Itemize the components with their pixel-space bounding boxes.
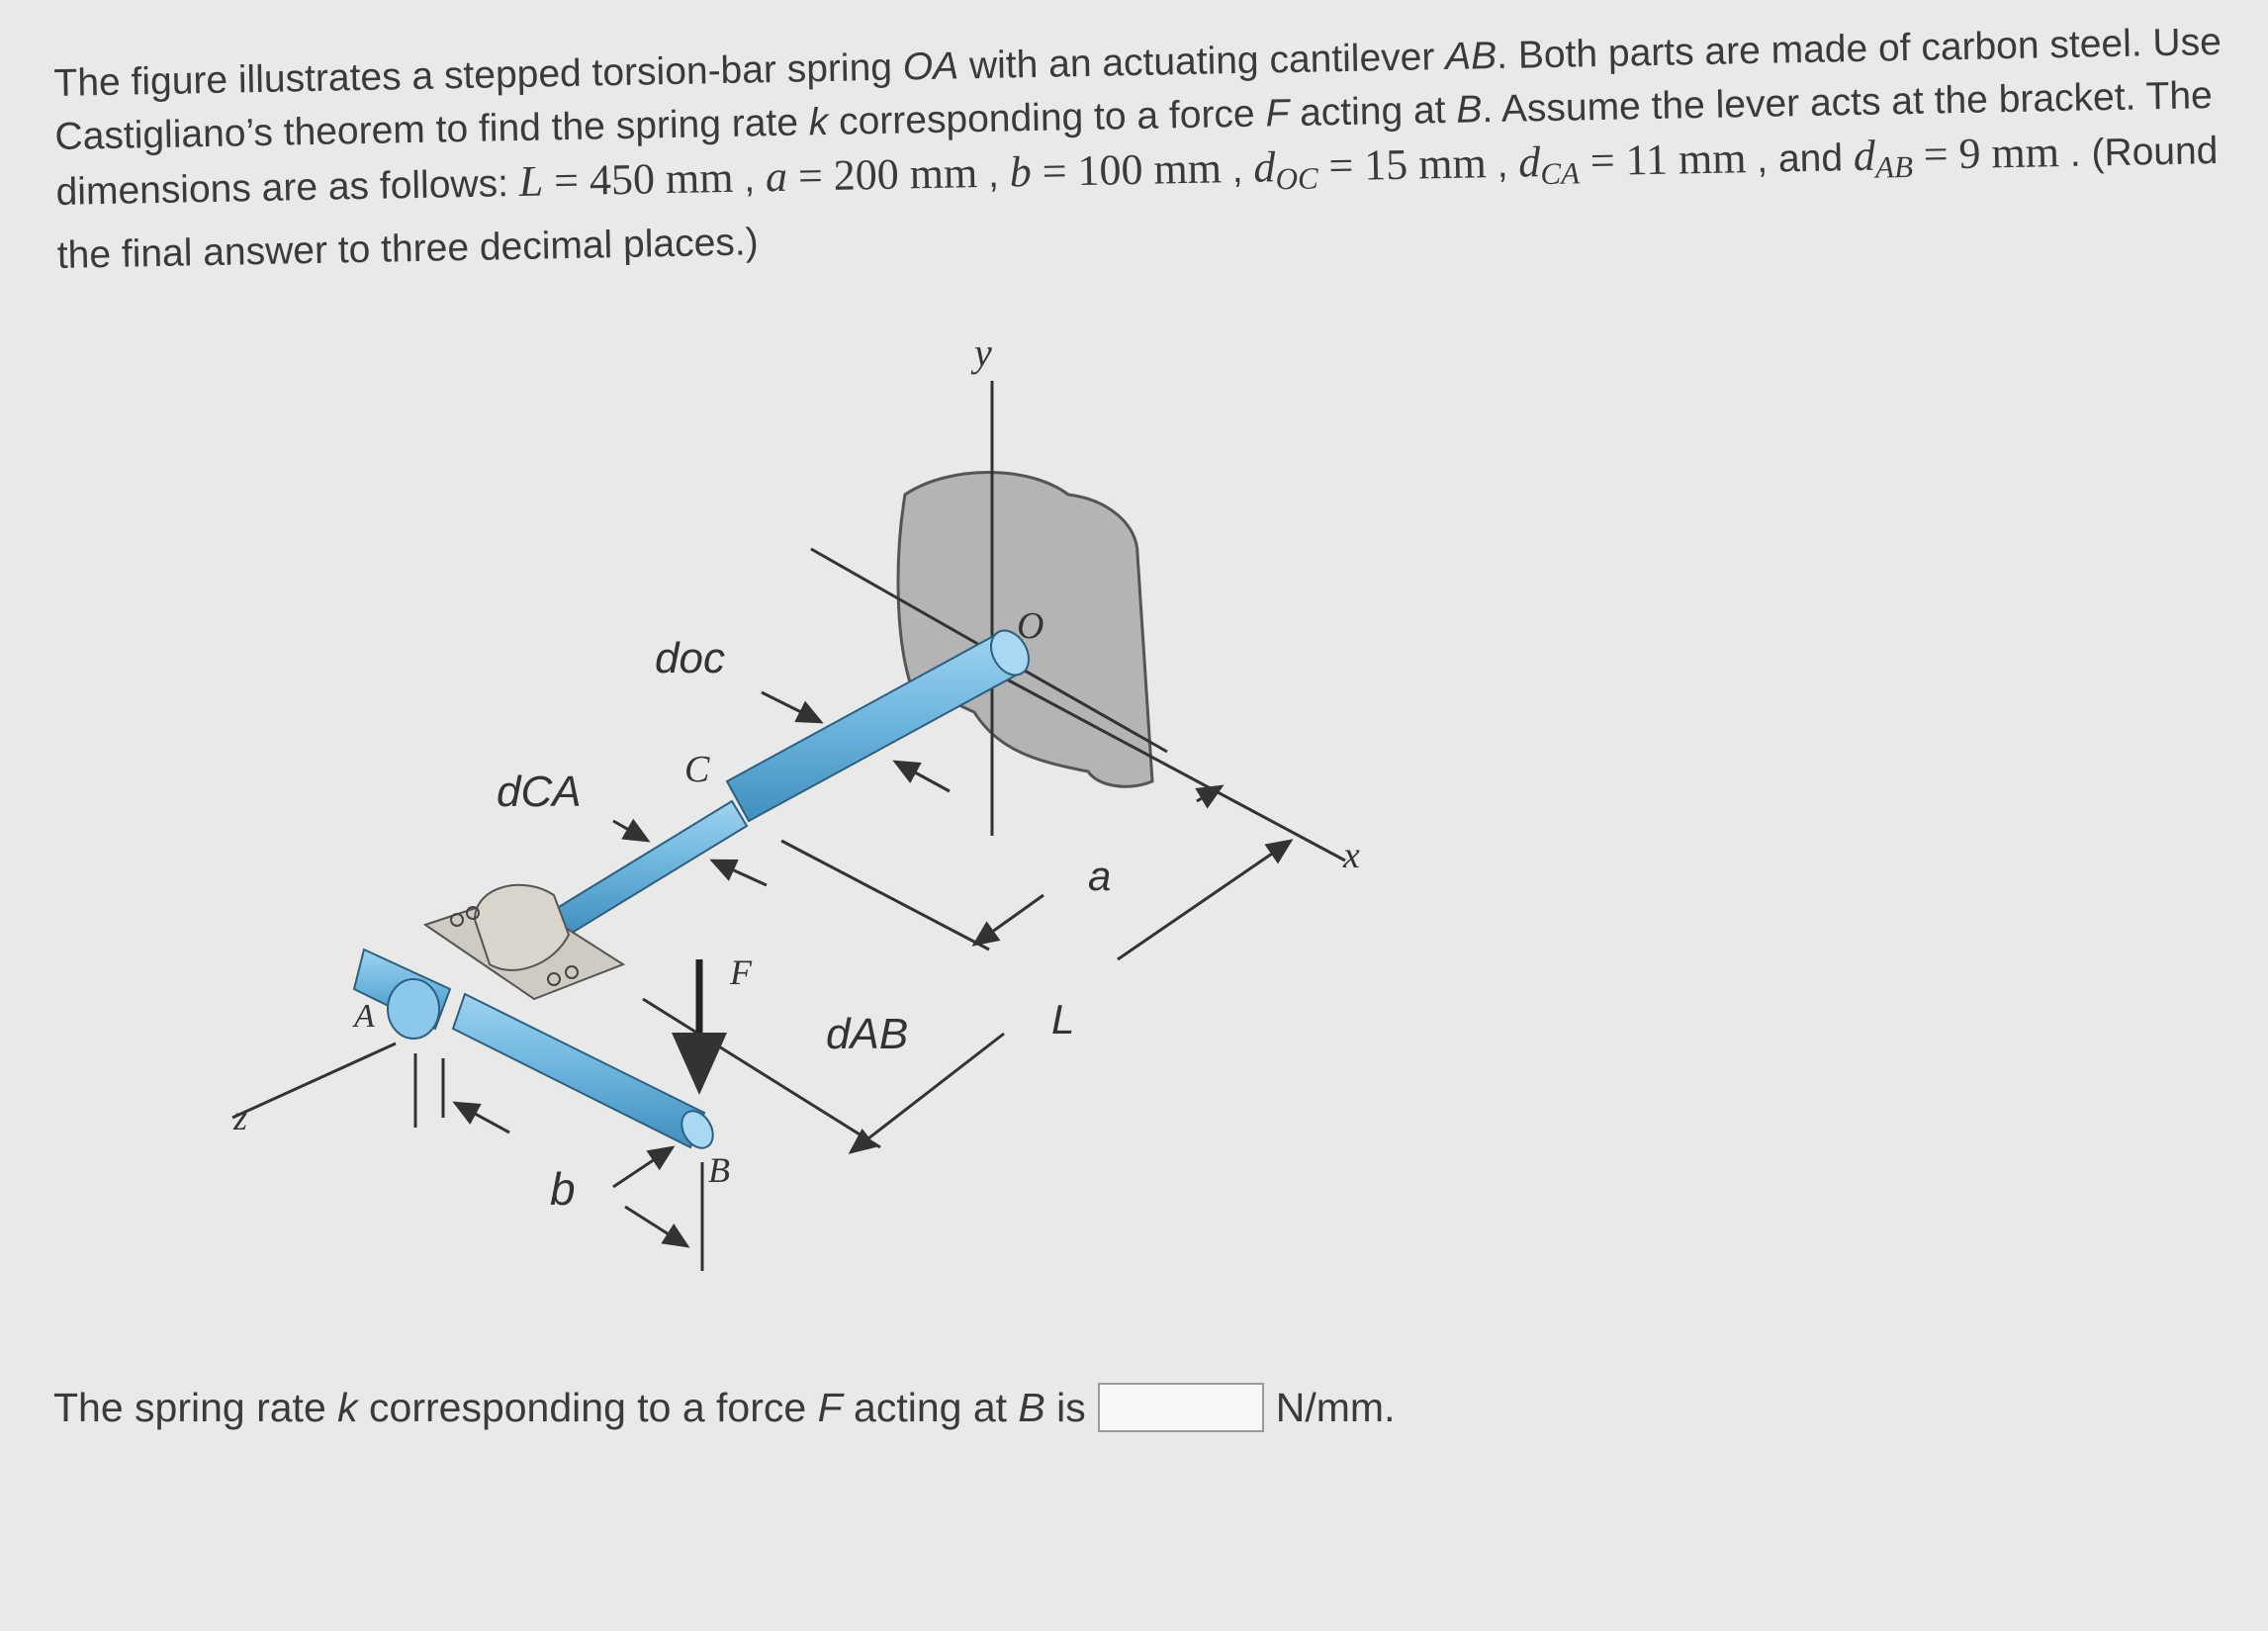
label-f: F <box>730 952 752 992</box>
answer-text: corresponding to a force <box>357 1384 818 1430</box>
separator: , <box>976 152 1011 197</box>
answer-var-f: F <box>817 1384 843 1430</box>
separator: , <box>1486 142 1519 187</box>
answer-text: is <box>1044 1384 1086 1430</box>
label-z: z <box>233 1098 248 1137</box>
answer-text: The spring rate <box>53 1384 338 1430</box>
text-segment: corresponding to a force <box>827 92 1266 143</box>
answer-var-k: k <box>337 1384 358 1430</box>
part-oa-label: OA <box>902 45 959 89</box>
dim-dab-symbol <box>1853 131 1914 185</box>
problem-statement <box>53 16 2233 283</box>
rounding-instruction: . (Round the final answer to three decimal places.) <box>56 130 2219 277</box>
separator: , <box>733 157 767 201</box>
d-symbol: d <box>1517 137 1541 187</box>
var-f: F <box>1265 92 1290 136</box>
dim-a-symbol: a <box>765 151 788 202</box>
answer-text: acting at <box>842 1384 1019 1430</box>
label-doc: doc <box>655 634 725 682</box>
dim-b-symbol: b <box>1009 147 1033 197</box>
point-b-label: B <box>1455 88 1483 132</box>
text-segment: The figure illustrates a stepped torsion-bar spring <box>53 45 904 105</box>
answer-point-b: B <box>1018 1384 1045 1430</box>
torsion-bar-ca <box>554 801 747 935</box>
d-symbol: d <box>1252 142 1276 192</box>
doc-subscript: OC <box>1275 160 1319 197</box>
text-segment: . Assume the lever acts at the bracket. The dimensions are as follows: <box>55 74 2214 214</box>
dim-l-value: = 450 mm <box>542 152 734 206</box>
answer-row <box>53 1383 1395 1432</box>
label-dim-b: b <box>550 1163 576 1215</box>
dim-doc-value: = 15 mm <box>1317 138 1488 191</box>
cantilever-ab <box>453 994 719 1153</box>
part-ab-label: AB <box>1444 34 1497 78</box>
and-text: , and <box>1746 136 1855 182</box>
separator: , <box>1221 147 1254 192</box>
label-dca: dCA <box>497 768 582 816</box>
y-axis-label: y <box>974 330 992 375</box>
dim-l-symbol: L <box>518 156 544 206</box>
dim-b-value: = 100 mm <box>1031 143 1223 197</box>
label-b-point: B <box>708 1150 730 1190</box>
dca-subscript: CA <box>1540 155 1581 192</box>
torsion-bar-figure <box>198 317 1444 1306</box>
text-segment: with an actuating cantilever <box>957 35 1446 88</box>
var-k: k <box>808 100 829 144</box>
label-c: C <box>684 749 710 790</box>
dim-dca-value: = 11 mm <box>1579 134 1747 186</box>
label-dab: dAB <box>826 1010 909 1058</box>
dimension-lines <box>232 549 1345 1271</box>
label-o: O <box>1017 605 1044 647</box>
d-symbol: d <box>1853 131 1876 181</box>
dim-dca-symbol <box>1517 136 1581 192</box>
answer-unit: N/mm. <box>1275 1384 1396 1430</box>
label-dim-l: L <box>1051 996 1075 1042</box>
dim-a-value: = 200 mm <box>786 148 978 201</box>
label-dim-a: a <box>1088 853 1112 899</box>
text-segment: . Both parts are made of carbon steel. Use Castigliano’s theorem to find the spring rate <box>54 20 2223 158</box>
dab-subscript: AB <box>1874 148 1914 185</box>
answer-input[interactable] <box>1098 1383 1264 1432</box>
label-a: A <box>354 998 375 1035</box>
text-segment: acting at <box>1288 88 1457 136</box>
dim-dab-value: = 9 mm <box>1912 128 2060 179</box>
problem-text <box>53 16 2233 283</box>
label-x: x <box>1343 835 1360 876</box>
dim-doc-symbol <box>1252 141 1319 197</box>
